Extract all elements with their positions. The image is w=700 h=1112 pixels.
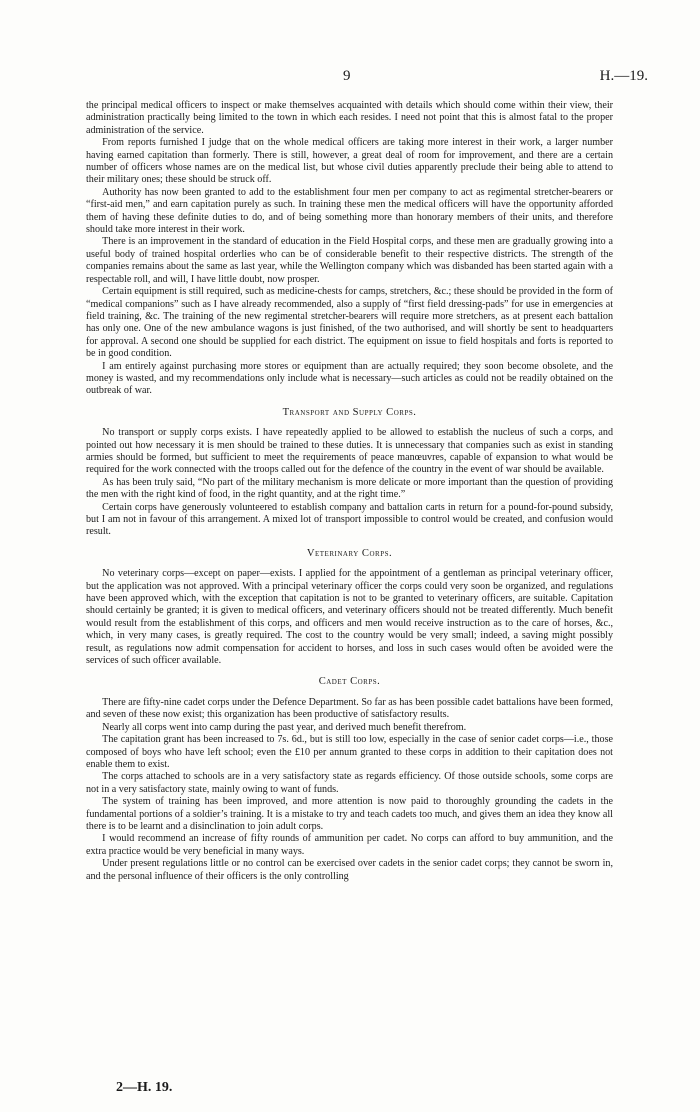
paragraph: From reports furnished I judge that on the whole medical officers are taking more interest in their work, a larger number having earned capitation than formerly. There is still, however, a great deal of room for improvement, and there are a certain number of officers whose names are on the medical list, but whose civil duties apparently preclude their being able to attend to their military ones; these should be struck off. <box>86 137 613 186</box>
page-number: 9 <box>343 68 351 84</box>
paragraph: No transport or supply corps exists. I have repeatedly applied to be allowed to establish the nucleus of such a corps, and pointed out how necessary it is men should be trained to these duties. It is unnecessary that companies such as exist in standing armies should be formed, but sufficient to meet the requirements of peace manœuvres, capable of expansion to what would be required for the work connected with the troops called out for the defence of the country in the event of war should be available. <box>86 427 613 476</box>
document-reference: H.—19. <box>599 68 648 84</box>
page-footer-signature: 2—H. 19. <box>116 1080 173 1095</box>
paragraph: I am entirely against purchasing more stores or equipment than are actually required; they soon become obsolete, and the money is wasted, and my recommendations only include what is necessary—such articles as could not be readily obtained on the outbreak of war. <box>86 360 613 397</box>
paragraph: As has been truly said, “No part of the military mechanism is more delicate or more important than the question of providing the men with the right kind of food, in the right quantity, and at the right time.” <box>86 476 613 501</box>
paragraph: The corps attached to schools are in a very satisfactory state as regards efficiency. Of those outside schools, some corps are not in a very satisfactory state, mainly owing to want of funds. <box>86 771 613 795</box>
paragraph: Under present regulations little or no control can be exercised over cadets in the senior cadet corps; they cannot be sworn in, and the personal influence of their officers is the only controlling <box>86 858 613 882</box>
section-heading: Cadet Corps. <box>318 676 381 688</box>
paragraph: the principal medical officers to inspect or make themselves acquainted with details which should come within their view, their administration practically being limited to the town in which each resides. I need not point that this is almost fatal to the proper administration of the service. <box>86 100 613 136</box>
section-heading: Veterinary Corps. <box>306 547 393 559</box>
paragraph: There are fifty-nine cadet corps under the Defence Department. So far as has been possible cadet battalions have been formed, and seven of these now exist; this organization has been productive of satisfactory results. <box>86 696 613 721</box>
paragraph: Certain corps have generously volunteered to establish company and battalion carts in return for a pound-for-pound subsidy, but I am not in favour of this arrangement. A mixed lot of transport impossible to control would be created, and confusion would result. <box>86 501 613 538</box>
paragraph: The system of training has been improved, and more attention is now paid to thoroughly grounding the cadets in the fundamental portions of a soldier’s training. It is a mistake to try and teach cadets too much, and gives them an idea they know all there is to be learnt and a disinclination to join adult corps. <box>86 796 613 832</box>
section-heading: Transport and Supply Corps. <box>282 406 417 418</box>
paragraph: There is an improvement in the standard of education in the Field Hospital corps, and these men are gradually growing into a useful body of trained hospital orderlies who can be of considerable benefit to their respective districts. The strength of the companies remains about the same as last year, while the Wellington company which was disbanded has been started again with a respectable roll, and will, I have little doubt, now prosper. <box>86 236 613 285</box>
document-body <box>86 100 613 883</box>
paragraph: Nearly all corps went into camp during the past year, and derived much benefit therefrom. <box>102 721 467 733</box>
paragraph: Authority has now been granted to add to the establishment four men per company to act as regimental stretcher-bearers or “first-aid men,” and earn capitation purely as such. In training these men the medical officers will have the opportunity afforded them of having these definite duties to do, and of being something more than honorary members of their units, and therefore should take more interest in their work. <box>86 186 613 236</box>
paragraph: No veterinary corps—except on paper—exists. I applied for the appointment of a gentleman as principal veterinary officer, but the application was not approved. With a principal veterinary officer the corps could very soon be organized, and regulations have been approved which, with the exception that capitation is not to be granted to veterinary officers, are suitable. Capitation should certainly be granted; it is given to medical officers, and veterinary officers should not be treated differently. Much benefit would result from the establishment of this corps, and officers and men would receive instruction as to the care of horses, &c., which, in very many cases, is greatly required. The cost to the country would be very small; indeed, a saving might possibly result, as regulations now admit compensation for accident to horses, and loss in such cases would often be avoided were the services of such officer available. <box>86 568 613 667</box>
paragraph: The capitation grant has been increased to 7s. 6d., but is still too low, especially in the case of senior cadet corps—i.e., those composed of boys who have left school; even the £10 per annum granted to these corps in addition to their capitation does not enable them to exist. <box>86 734 613 770</box>
page-header <box>0 68 700 90</box>
paragraph: I would recommend an increase of fifty rounds of ammunition per cadet. No corps can afford to buy ammunition, and the extra practice would be very beneficial in many ways. <box>86 833 613 857</box>
paragraph: Certain equipment is still required, such as medicine-chests for camps, stretchers, &c.; these should be provided in the form of “medical companions” such as I have already recommended, also a supply of “first field dressing-pads” for use in emergencies at field training, &c. The training of the new regimental stretcher-bearers will require more stretchers, as at present each battalion has only one. One of the new ambulance wagons is just finished, of the two authorised, and will shortly be sent to headquarters for approval. A second one should be supplied for each district. The equipment on issue to field hospitals and forts is reported to be in good condition. <box>86 286 613 360</box>
